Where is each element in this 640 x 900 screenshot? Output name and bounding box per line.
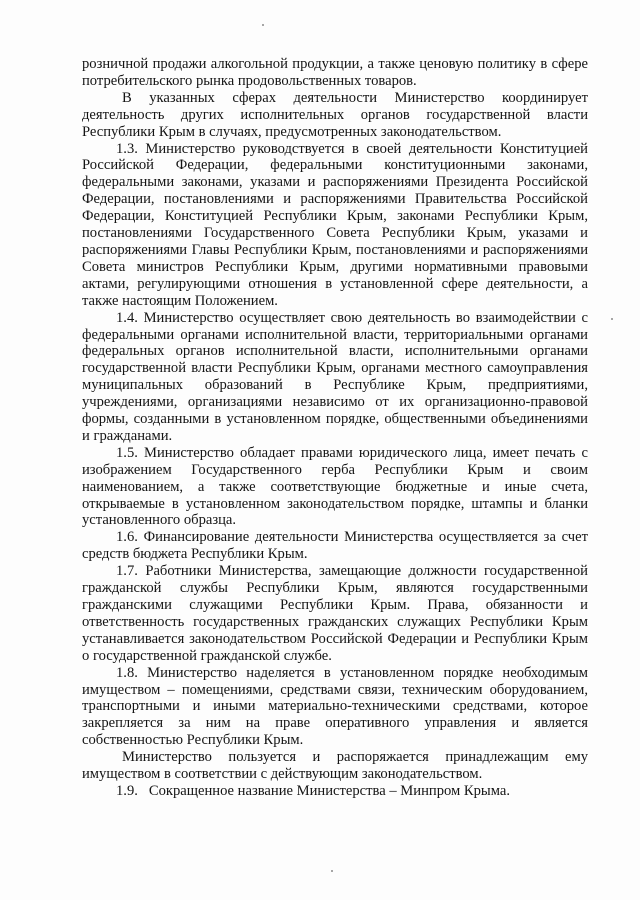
paragraph-1-7: 1.7. Работники Министерства, замещающие должности государственной гражданской службы Республики Крым, являются государственными гражданскими служащими Республики Крым. Права, обязанности и ответственность государственных гражданских служащих Республики Крым устанавливается законодательством Российской Федерации и Республики Крым о государственной гражданской службе. [82,563,588,664]
paragraph-1-5: 1.5. Министерство обладает правами юридического лица, имеет печать с изображением Государственного герба Республики Крым и своим наименованием, а также соответствующие бюджетные и иные счета, открываемые в установленном законодательством порядке, штампы и бланки установленного образца. [82,444,588,529]
paragraph-1-8: 1.8. Министерство наделяется в установленном порядке необходимым имуществом – помещениями, средствами связи, техническим оборудованием, транспортными и иными материально-техническими средствами, которое закрепляется за ним на праве оперативного управления и является собственностью Республики Крым. [82,664,588,749]
paragraph-1-6: 1.6. Финансирование деятельности Министерства осуществляется за счет средств бюджета Республики Крым. [82,529,588,563]
paragraph-1-3: 1.3. Министерство руководствуется в своей деятельности Конституцией Российской Федерации, федеральными конституционными законами, федеральными законами, указами и распоряжениями Президента Российской Федерации, постановлениями и распоряжениями Правительства Российской Федерации, Конституцией Республики Крым, законами Республики Крым, постановлениями Государственного Совета Республики Крым, указами и распоряжениями Главы Республики Крым, постановлениями и распоряжениями Совета министров Республики Крым, другими нормативными правовыми актами, регулирующими отношения в установленной сфере деятельности, а также настоящим Положением. [82,140,588,309]
scan-speck [331,870,333,872]
document-body [82,56,588,800]
paragraph-1-9: 1.9. Сокращенное название Министерства – Минпром Крыма. [116,782,511,799]
scan-speck [611,318,613,320]
paragraph-continuation: розничной продажи алкогольной продукции, а также ценовую политику в сфере потребительского рынка продовольственных товаров. [82,56,588,89]
scan-speck [262,24,264,26]
paragraph-property-use: Министерство пользуется и распоряжается принадлежащим ему имуществом в соответствии с действующим законодательством. [82,749,588,783]
paragraph-coordination: В указанных сферах деятельности Министерство координирует деятельность других исполнительных органов государственной власти Республики Крым в случаях, предусмотренных законодательством. [82,89,588,140]
paragraph-1-4: 1.4. Министерство осуществляет свою деятельность во взаимодействии с федеральными органами исполнительной власти, территориальными органами федеральных органов исполнительной власти, исполнительными органами государственной власти Республики Крым, органами местного самоуправления муниципальных образований в Республике Крым, предприятиями, учреждениями, организациями независимо от их организационно-правовой формы, созданными в установленном порядке, общественными объединениями и гражданами. [82,309,588,444]
